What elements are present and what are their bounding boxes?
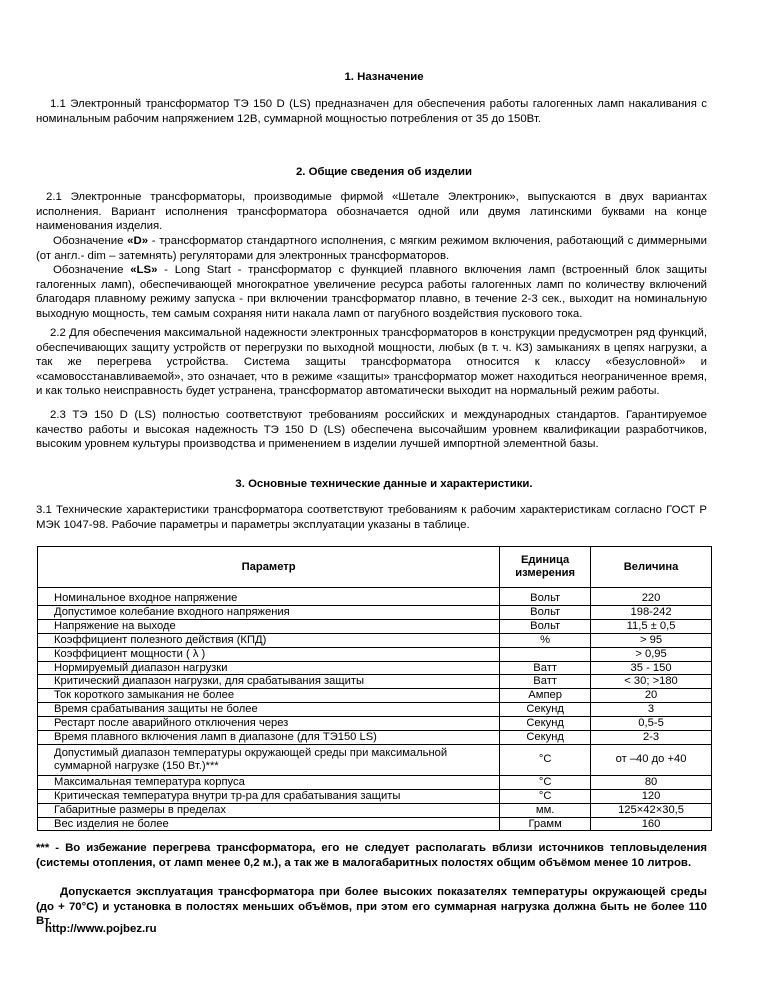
unit-cell: Ватт	[500, 661, 591, 675]
unit-cell: Вольт	[500, 605, 591, 619]
paragraph-d-variant	[36, 234, 707, 263]
value-cell: < 30; >180	[591, 675, 712, 689]
value-cell: 35 - 150	[591, 661, 712, 675]
param-cell: Критический диапазон нагрузки, для срабатывания защиты	[38, 675, 500, 689]
param-cell: Рестарт после аварийного отключения через	[38, 717, 500, 731]
param-cell: Напряжение на выходе	[38, 619, 500, 633]
value-cell: > 95	[591, 633, 712, 647]
section-2-title: 2. Общие сведения об изделии	[295, 166, 473, 178]
param-cell: Коэффициент полезного действия (КПД)	[38, 633, 500, 647]
section-1-title: 1. Назначение	[344, 71, 424, 83]
table-row	[38, 588, 712, 606]
unit-cell: Грамм	[500, 817, 591, 831]
value-cell: 198-242	[591, 605, 712, 619]
param-cell: Время плавного включения ламп в диапазоне (для ТЭ150 LS)	[38, 731, 500, 745]
param-cell: Критическая температура внутри тр-ра для срабатывания защиты	[38, 789, 500, 803]
table-row	[38, 731, 712, 745]
value-cell: 220	[591, 588, 712, 606]
value-cell: 20	[591, 689, 712, 703]
d-rest: - трансформатор стандартного исполнения, с мягким режимом включения, работающий с диммерными (от англ.- dim – затемнять) регуляторами для электронных трансформаторов.	[36, 235, 707, 262]
header-value: Величина	[591, 547, 712, 588]
param-cell: Коэффициент мощности ( λ )	[38, 647, 500, 661]
value-cell: 11,5 ± 0,5	[591, 619, 712, 633]
table-row	[38, 633, 712, 647]
unit-cell: Секунд	[500, 717, 591, 731]
header-unit: Единица измерения	[500, 547, 591, 588]
param-cell: Время срабатывания защиты не более	[38, 703, 500, 717]
param-cell: Вес изделия не более	[38, 817, 500, 831]
header-parameter: Параметр	[38, 547, 500, 588]
table-row	[38, 619, 712, 633]
d-code: «D»	[127, 235, 149, 247]
table-row	[38, 717, 712, 731]
ls-code: «LS»	[130, 264, 158, 276]
section-3-title: 3. Основные технические данные и характеристики.	[235, 478, 533, 490]
value-cell: 2-3	[591, 731, 712, 745]
paragraph-3-1: 3.1 Технические характеристики трансформатора соответствуют требованиям к рабочим характеристикам согласно ГОСТ Р МЭК 1047-98. Рабочие параметры и параметры эксплуатации указаны в таблице.	[36, 504, 707, 531]
specifications-table	[37, 546, 712, 831]
unit-cell: °C	[500, 744, 591, 775]
table-row	[38, 775, 712, 789]
paragraph-ls-variant	[36, 263, 707, 321]
param-cell: Допустимое колебание входного напряжения	[38, 605, 500, 619]
param-cell: Максимальная температура корпуса	[38, 775, 500, 789]
table-row	[38, 675, 712, 689]
value-cell: > 0,95	[591, 647, 712, 661]
d-lead: Обозначение	[53, 235, 128, 247]
temperature-note: Допускается эксплуатация трансформатора при более высоких показателях температуры окружающей среды (до + 70°С) и установка в полостях меньших объёмов, при этом его суммарная нагрузка должна быть не более 110 Вт.	[36, 886, 707, 928]
section-1-paragraph: 1.1 Электронный трансформатор ТЭ 150 D (LS) предназначен для обеспечения работы галогенных ламп накаливания с номинальным рабочим напряжением 12В, суммарной мощностью потребления от 35 до 150Вт.	[36, 98, 707, 125]
param-cell: Габаритные размеры в пределах	[38, 803, 500, 817]
table-row	[38, 789, 712, 803]
ls-rest: - Long Start - трансформатор с функцией плавного включения ламп (встроенный блок защиты галогенных ламп), обеспечивающей многократное увеличение ресурса работы галогенных ламп по количеству включений благодаря плавному режиму запуска - при включении трансформатор плавно, в течение 2-3 сек., выходит на номинальную выходную мощность, тем самым сохраняя нити накала ламп от пагубного воздействия пускового тока.	[36, 264, 707, 320]
param-cell: Ток короткого замыкания не более	[38, 689, 500, 703]
unit-cell: Секунд	[500, 731, 591, 745]
unit-cell	[500, 647, 591, 661]
overheat-note: *** - Во избежание перегрева трансформатора, его не следует располагать вблизи источников тепловыделения (системы отопления, от ламп менее 0,2 м.), а так же в малогабаритных полостях общим объёмом менее 10 литров.	[36, 842, 707, 869]
paragraph-2-2: 2.2 Для обеспечения максимальной надежности электронных трансформаторов в конструкции предусмотрен ряд функций, обеспечивающих защиту устройств от перегрузки по выходной мощности, любых (в т. ч. КЗ) замыканиях в цепях нагрузки, а так же перегрева устройства. Система защиты трансформатора относится к классу «безусловной» и «самовосстанавливаемой», это означает, что в режиме «защиты» трансформатор может находиться неограниченное время, и как только неисправность будет устранена, трансформатор автоматически выходит на нормальный режим работы.	[36, 327, 707, 398]
unit-cell: %	[500, 633, 591, 647]
value-cell: 0,5-5	[591, 717, 712, 731]
unit-cell: мм.	[500, 803, 591, 817]
value-cell: 80	[591, 775, 712, 789]
unit-cell: °C	[500, 775, 591, 789]
table-row	[38, 661, 712, 675]
table-row	[38, 647, 712, 661]
table-row	[38, 817, 712, 831]
website-link[interactable]: http://www.pojbez.ru	[45, 923, 157, 935]
table-header-row	[38, 547, 712, 588]
table-row	[38, 703, 712, 717]
paragraph-2-1: 2.1 Электронные трансформаторы, производимые фирмой «Шетале Электроник», выпускаются в двух вариантах исполнения. Вариант исполнения трансформатора обозначается одной или двумя латинскими буквами на конце наименования изделия.	[36, 191, 707, 233]
value-cell: 3	[591, 703, 712, 717]
table-row	[38, 744, 712, 775]
temperature-range-text: Допустимый диапазон температуры окружающей среды при максимальной суммарной нагрузке (150 Вт.)***	[54, 746, 448, 772]
param-cell	[38, 744, 500, 775]
value-cell: от –40 до +40	[591, 744, 712, 775]
unit-cell: Вольт	[500, 588, 591, 606]
unit-cell: Вольт	[500, 619, 591, 633]
unit-cell: Ватт	[500, 675, 591, 689]
paragraph-2-3: 2.3 ТЭ 150 D (LS) полностью соответствуют требованиям российских и международных стандартов. Гарантируемое качество работы и высокая надежность ТЭ 150 D (LS) обеспечена высочайшим уровнем квалификации разработчиков, высоким уровнем культуры производства и применением в изделии лучшей импортной элементной базы.	[36, 409, 707, 451]
unit-cell: °C	[500, 789, 591, 803]
table-row	[38, 605, 712, 619]
param-cell: Нормируемый диапазон нагрузки	[38, 661, 500, 675]
value-cell: 125×42×30,5	[591, 803, 712, 817]
table-row	[38, 803, 712, 817]
table-row	[38, 689, 712, 703]
unit-cell: Ампер	[500, 689, 591, 703]
ls-lead: Обозначение	[53, 264, 131, 276]
param-cell: Номинальное входное напряжение	[38, 588, 500, 606]
value-cell: 120	[591, 789, 712, 803]
value-cell: 160	[591, 817, 712, 831]
unit-cell: Секунд	[500, 703, 591, 717]
